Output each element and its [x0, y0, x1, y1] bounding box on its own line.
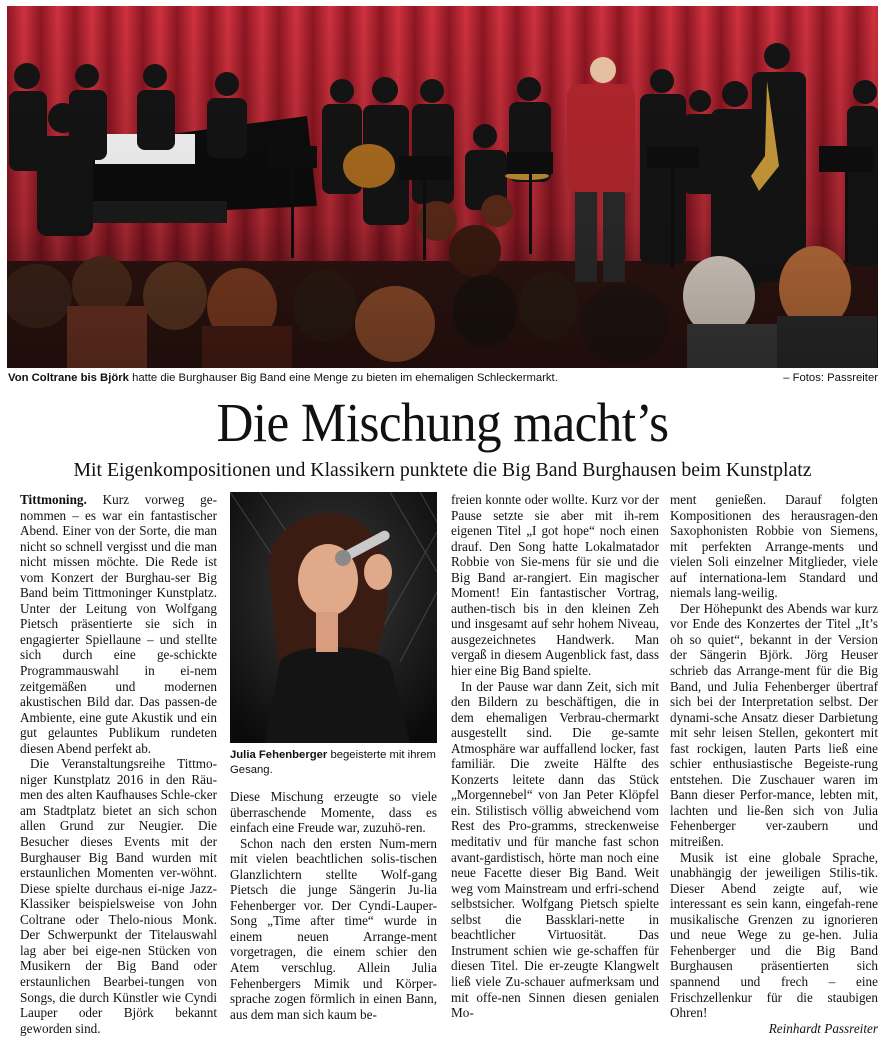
article-paragraph: Die Veranstaltungsreihe Tittmo-niger Kunstplatz 2016 in den Räu-men des alten Kaufhauses Schle-cker am Stadtplatz bietet an sich schon allen Grund zur Neugier. Die Besucher dieses Events mit der Burghauser Big Band wurden mit erstaunlichen Momenten ver-wöhnt. Diese spielte durchaus ei-nige Jazz-Klassiker beispielsweise von John Coltrane oder Thelo-nious Monk. Der Schwerpunkt der Titelauswahl lag aber bei eige-nen Stücken von Musikern der Big Band oder erstaunlichen Bearbei-tungen von Songs, die durch Künstler wie Cyndi Lauper oder Björk bekannt geworden sind. — [20, 756, 218, 1036]
headline: Die Mischung macht’s — [216, 392, 669, 453]
band-photo-illustration — [7, 6, 878, 368]
singer-hand — [364, 554, 392, 590]
singer-photo-caption-text: begeisterte mit ihrem Gesang. — [230, 749, 436, 776]
byline: Reinhardt Passreiter — [768, 1020, 878, 1036]
article-column-1 — [20, 492, 217, 1036]
article-paragraph: Der Höhepunkt des Abends war kurz vor Ende des Konzertes der Titel „It’s oh so quiet“, bekannt in der Version der Sängerin Björk. Jörg Heuser schrieb das Arrange-ment für die Big Band, und Julia Fehenberger übertraf sich bei der Interpretation selbst. Der dynami-sche Ansatz dieser Darbietung mit sehr leisen Stellen, gekontert mit fast rockigen, lauten Parts ließ eine schier enthusiastische Begeiste-rung entstehen. Die Zuschauer waren im Bann dieser Perfor-mance, lebten mit, lachten und lie-ßen sich von Julia Fehenberger ver-zaubern und mitreißen. — [670, 600, 878, 850]
singer-dress — [265, 647, 410, 743]
article-paragraph: Schon nach den ersten Num-mern mit vielen beachtlichen solis-tischen Glanzlichtern stellte Wolf-gang Pietsch die junge Sängerin Ju-lia Fehenberger vor. Der Cyndi-Lauper-Song „Time after time“ wurde in einem neuen Arrange-ment vorgetragen, die einem schier den Atem verschlug. Allein Julia Fehenbergers Mimik und Körper-sprache zogen förmlich in einen Bann, aus dem man sich kaum be- — [230, 835, 437, 1022]
article-column-2 — [230, 789, 437, 1022]
singer-photo — [230, 492, 437, 743]
article-paragraph — [20, 492, 217, 756]
article-column-3 — [451, 492, 659, 1021]
subheadline: Mit Eigenkompositionen und Klassikern punktete die Big Band Burghausen beim Kunstplatz — [73, 459, 812, 481]
photo-credit: – Fotos: Passreiter — [783, 372, 878, 384]
band-photo-caption-bold: Von Coltrane bis Björk — [8, 372, 129, 384]
singer-photo-illustration — [230, 492, 437, 743]
singer-photo-caption — [230, 748, 437, 778]
band-photo-caption-text: hatte die Burghauser Big Band eine Menge zu bieten im ehemaligen Schleckermarkt. — [128, 372, 558, 384]
article-paragraph: Musik ist eine globale Sprache, unabhängig der jeweiligen Stilis-tik. Dieser Abend zeigte auf, wie interessant es sein kann, eingefah-rene musikalische Grenzen zu ignorieren und neue Wege zu ge-hen. Julia Fehenberger und die Big Band Burghausen präsentierten sich spannend und frech – eine Frischzellenkur für die staubigen Ohren! — [670, 849, 878, 1021]
article-column-4 — [670, 492, 878, 1036]
article-paragraph: freien konnte oder wollte. Kurz vor der Pause setzte sie aber mit ih-rem eigenen Titel „I got hope“ noch einen drauf. Den Song hatte Lokalmatador Robbie von Sie-mens für sie und die Big Band ar-rangiert. Ein magischer Moment! Ein fantastischer Vortrag, authen-tisch bis in den kleinen Zeh und insgesamt auf sehr hohem Niveau, ausgezeichnetes Handwerk. Man vergaß in diesem Augenblick fast, dass hier eine Big Band spielte. — [451, 492, 659, 679]
article-paragraph: Diese Mischung erzeugte so viele überraschende Momente, dass es einfach eine Freude war, zuzuhö-ren. — [230, 789, 437, 836]
band-photo-caption — [8, 372, 880, 388]
band-photo — [7, 6, 878, 368]
singer-photo-caption-bold: Julia Fehenberger — [230, 749, 328, 761]
article-paragraph: ment genießen. Darauf folgten Kompositionen des herausragen-den Saxophonisten Robbie von Siemens, mit perfekten Arrange-ments und vielen Soli einzelner Mitglieder, viele auf internationa-lem Standard und niemals lang-weilig. — [670, 492, 878, 601]
dateline: Tittmoning. — [20, 492, 87, 507]
article-paragraph: In der Pause war dann Zeit, sich mit den Bildern zu beschäftigen, die in dem ehemaligen Verbrau-chermarkt ausgestellt sind. Die ge-samte Atmosphäre war auffallend locker, fast familiär. Die zweite Hälfte des Konzerts leitete dann das Stück „Morgennebel“ von Jan Peter Klöpfel ein. Stilistisch völlig abweichend vom Rest des Pro-gramms, streckenweise meditativ und für manche fast schon avant-gardistisch, hörte man noch eine neue Facette dieser Big Band. Weit weg vom Mainstream und erfri-schend selbstsicher. Wolfgang Pietsch spielte selbst die Bassklari-nette in beachtlicher Virtuosität. Das Instrument schien wie ge-schaffen für diesen Titel. Die er-zeugte Klangwelt ließ viele Zu-schauer aufmerksam und mit offe-nen Sinnen diesen genialen Mo- — [451, 678, 659, 1021]
paragraph-text: Kurz vorweg ge-nommen – es war ein fantastischer Abend. Einer von der Sorte, die man nicht so schnell vergisst und die man nicht missen möchte. Die Rede ist vom Konzert der Burghau-ser Big Band beim Tittmoninger Kunstplatz. Unter der Leitung von Wolfgang Pietsch präsentierte sie sich in engagierter Spiellaune – und stellte sich durch eine ge-schickte Programmauswahl in ei-nem zeitgemäßen und modernen akustischen Bild dar. Das passen-de Ambiente, eine gute Akustik und ein gut gelauntes Publikum rundeten diesen Abend perfekt ab. — [20, 492, 217, 756]
